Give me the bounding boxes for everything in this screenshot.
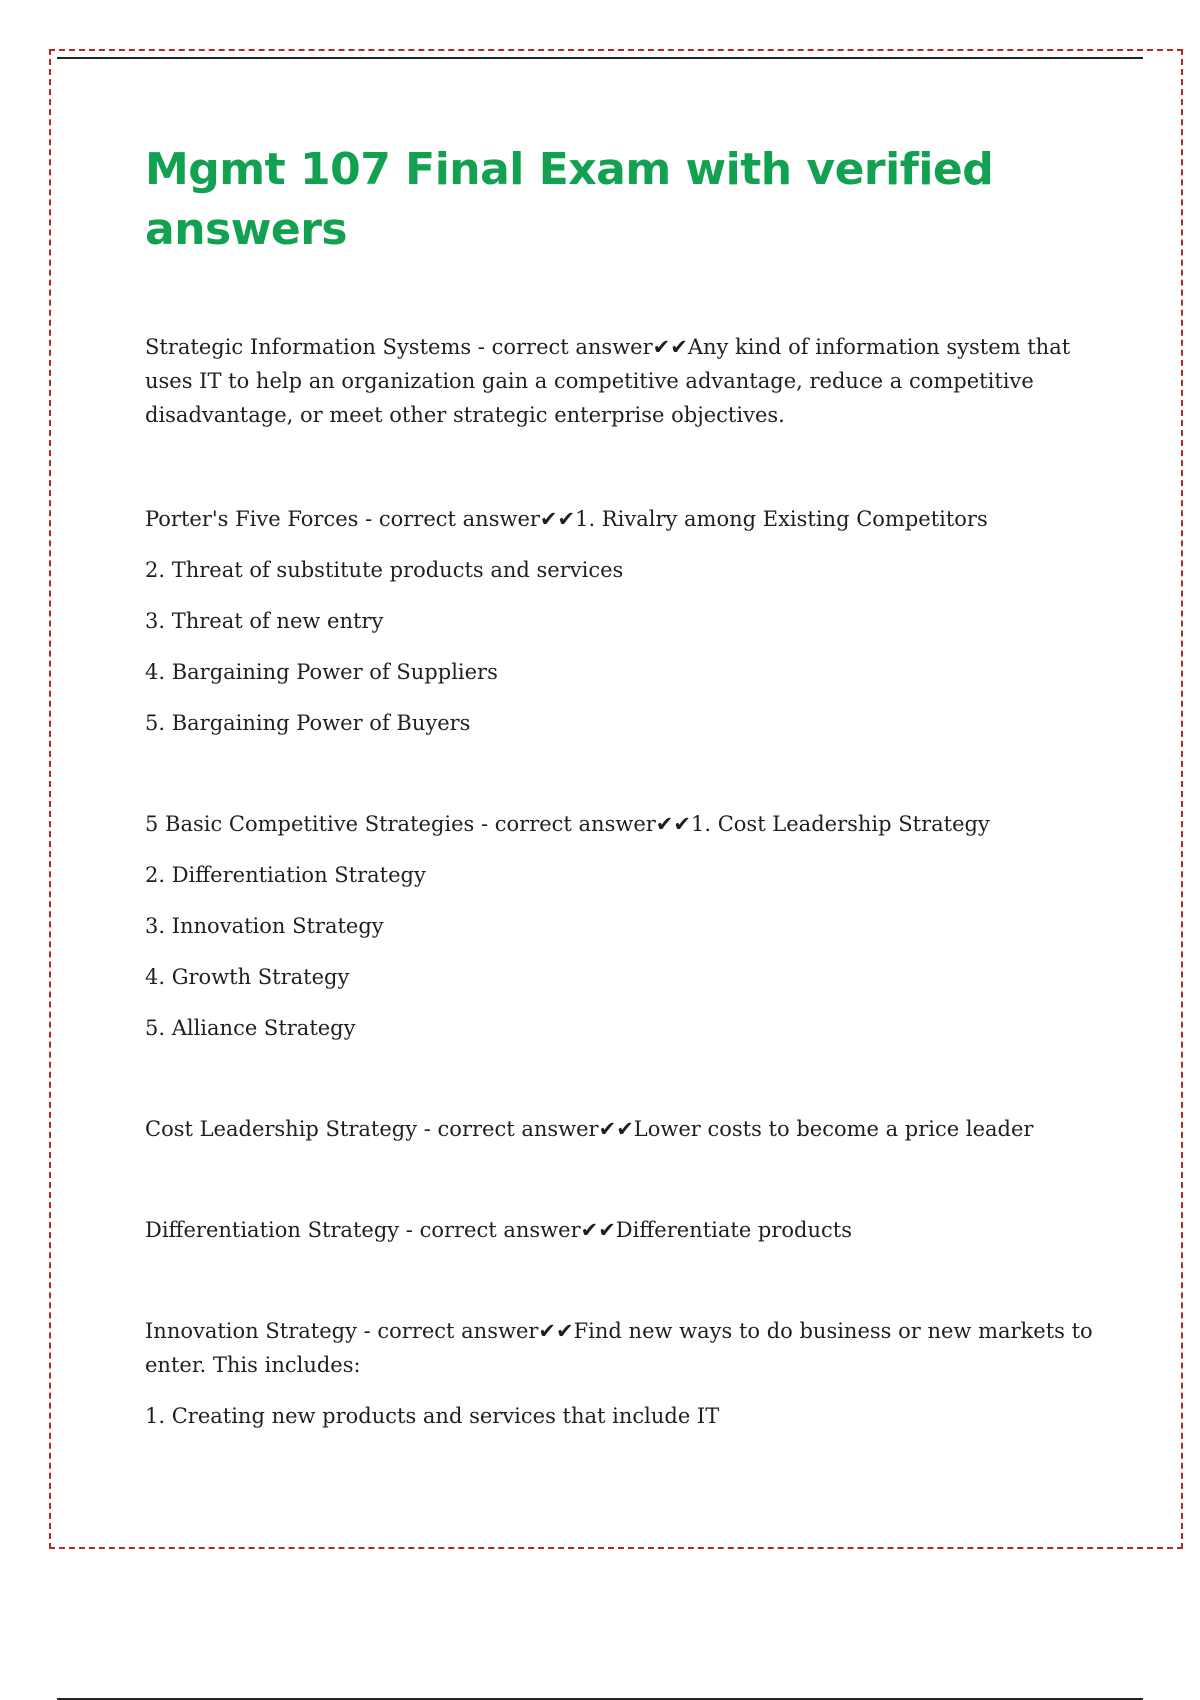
list-item: 4. Bargaining Power of Suppliers bbox=[145, 660, 498, 684]
qa-text: Differentiation Strategy - correct answer✔✔Differentiate products bbox=[145, 1218, 852, 1242]
list-item: 5. Alliance Strategy bbox=[145, 1016, 356, 1040]
qa-differentiation-strategy bbox=[145, 1213, 1105, 1247]
list-item: 1. Creating new products and services that include IT bbox=[145, 1404, 720, 1428]
list-item: 5. Bargaining Power of Buyers bbox=[145, 711, 471, 735]
qa-strategic-information-systems bbox=[145, 330, 1105, 432]
qa-basic-competitive-strategies bbox=[145, 807, 1105, 1045]
list-item: 3. Threat of new entry bbox=[145, 609, 384, 633]
qa-line: Porter's Five Forces - correct answer✔✔1. Rivalry among Existing Competitors bbox=[145, 507, 988, 531]
list-item: 3. Innovation Strategy bbox=[145, 914, 384, 938]
qa-cost-leadership-strategy bbox=[145, 1112, 1105, 1146]
qa-line: 5 Basic Competitive Strategies - correct answer✔✔1. Cost Leadership Strategy bbox=[145, 812, 990, 836]
qa-innovation-strategy bbox=[145, 1314, 1105, 1433]
document-body bbox=[145, 140, 1105, 1433]
qa-text: Cost Leadership Strategy - correct answer✔✔Lower costs to become a price leader bbox=[145, 1117, 1034, 1141]
qa-text: Strategic Information Systems - correct answer✔✔Any kind of information system that uses IT to help an organization gain a competitive advantage, reduce a competitive disadvantage, or meet other strategic enterprise objectives. bbox=[145, 335, 1071, 427]
list-item: 2. Differentiation Strategy bbox=[145, 863, 426, 887]
document-title: Mgmt 107 Final Exam with verified answers bbox=[145, 144, 994, 255]
list-item: 2. Threat of substitute products and services bbox=[145, 558, 624, 582]
qa-porters-five-forces bbox=[145, 502, 1105, 740]
qa-line: Innovation Strategy - correct answer✔✔Find new ways to do business or new markets to enter. This includes: bbox=[145, 1319, 1093, 1377]
list-item: 4. Growth Strategy bbox=[145, 965, 350, 989]
header-rule bbox=[57, 57, 1143, 59]
